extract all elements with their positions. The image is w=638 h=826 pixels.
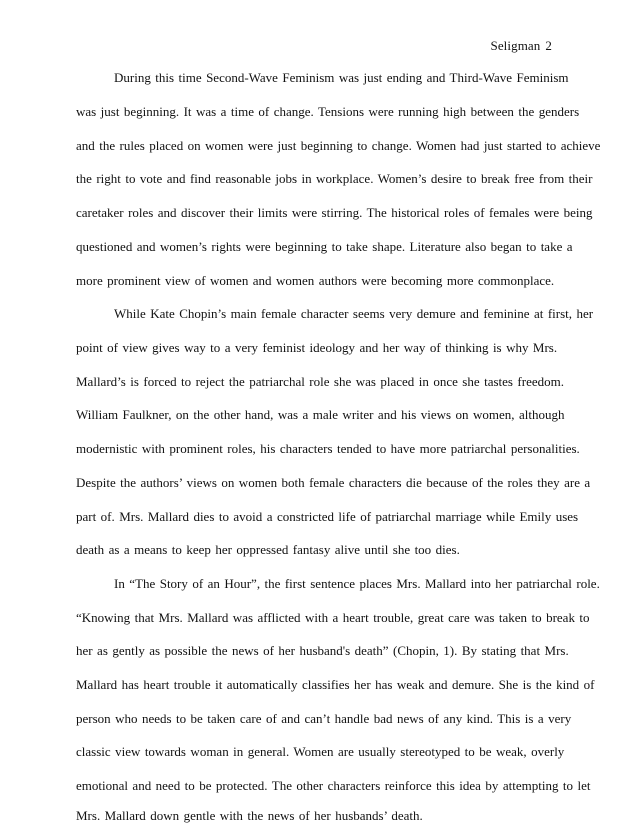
paragraph-1-line-6: questioned and women’s rights were beginning to take shape. Literature also began to take a: [76, 239, 573, 254]
running-header: [490, 38, 552, 54]
paragraph-3-line-7: emotional and need to be protected. The other characters reinforce this idea by attempting to let: [76, 778, 591, 793]
paragraph-2-line-1: While Kate Chopin’s main female character seems very demure and feminine at first, her: [114, 306, 594, 321]
paragraph-2-line-2: point of view gives way to a very feminist ideology and her way of thinking is why Mrs.: [76, 340, 558, 355]
paragraph-3-line-2: “Knowing that Mrs. Mallard was afflicted with a heart trouble, great care was taken to break to: [76, 610, 590, 625]
header-page-number: 2: [545, 38, 552, 53]
paragraph-1-line-4: the right to vote and find reasonable jobs in workplace. Women’s desire to break free from their: [76, 171, 593, 186]
paragraph-3-line-6: classic view towards woman in general. Women are usually stereotyped to be weak, overly: [76, 744, 565, 759]
paragraph-1-line-2: was just beginning. It was a time of change. Tensions were running high between the genders: [76, 104, 580, 119]
header-author: Seligman: [490, 38, 541, 53]
paragraph-1-line-7: more prominent view of women and women authors were becoming more commonplace.: [76, 273, 555, 288]
paragraph-2-line-5: modernistic with prominent roles, his characters tended to have more patriarchal personalities.: [76, 441, 580, 456]
paragraph-3-line-3: her as gently as possible the news of her husband's death” (Chopin, 1). By stating that Mrs.: [76, 643, 569, 658]
paragraph-3-line-4: Mallard has heart trouble it automatically classifies her has weak and demure. She is the kind of: [76, 677, 595, 692]
paragraph-2-line-4: William Faulkner, on the other hand, was a male writer and his views on women, although: [76, 407, 565, 422]
paragraph-1-line-3: and the rules placed on women were just beginning to change. Women had just started to achieve: [76, 138, 601, 153]
paragraph-1-line-1: During this time Second-Wave Feminism was just ending and Third-Wave Feminism: [114, 70, 569, 85]
paragraph-2-line-3: Mallard’s is forced to reject the patriarchal role she was placed in once she tastes freedom.: [76, 374, 564, 389]
paragraph-3-line-8: Mrs. Mallard down gentle with the news of her husbands’ death.: [76, 808, 423, 823]
paragraph-2-line-8: death as a means to keep her oppressed fantasy alive until she too dies.: [76, 542, 460, 557]
paragraph-2-line-6: Despite the authors’ views on women both female characters die because of the roles they are a: [76, 475, 591, 490]
paragraph-3-line-1: In “The Story of an Hour”, the first sentence places Mrs. Mallard into her patriarchal role.: [114, 576, 600, 591]
paragraph-3-line-5: person who needs to be taken care of and can’t handle bad news of any kind. This is a very: [76, 711, 572, 726]
paragraph-2-line-7: part of. Mrs. Mallard dies to avoid a constricted life of patriarchal marriage while Emily uses: [76, 509, 579, 524]
paragraph-1-line-5: caretaker roles and discover their limits were stirring. The historical roles of females were being: [76, 205, 593, 220]
